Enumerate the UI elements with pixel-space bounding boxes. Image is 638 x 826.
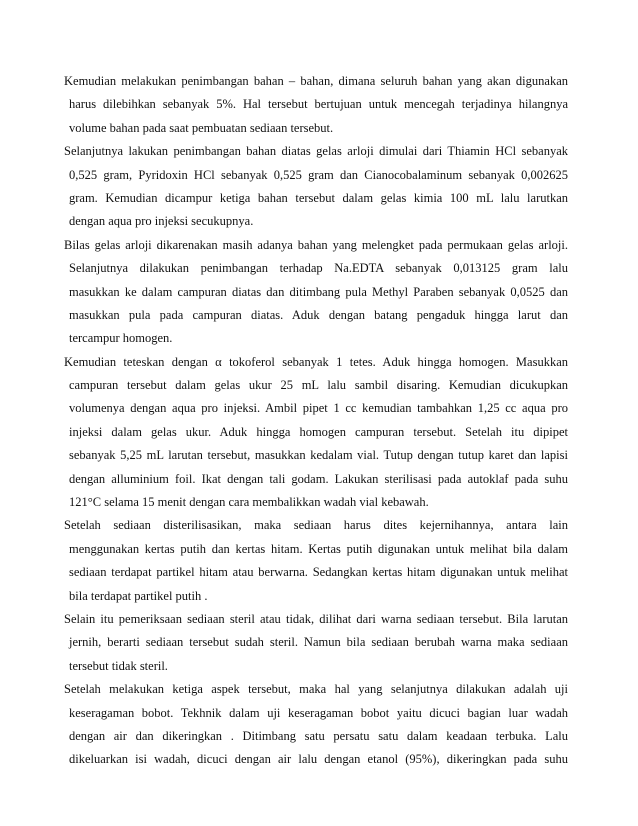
text-line: dengan alluminium foil. Ikat dengan tali godam. Lakukan sterilisasi pada autoklaf pada suhu bbox=[69, 471, 568, 486]
text-line: Setelah melakukan ketiga aspek tersebut, maka hal yang selanjutnya dilakukan adalah uji bbox=[64, 682, 568, 697]
text-line: harus dilebihkan sebanyak 5%. Hal tersebut bertujuan untuk mencegah terjadinya hilangnya bbox=[69, 97, 568, 112]
text-line: volumenya dengan aqua pro injeksi. Ambil pipet 1 cc kemudian tambahkan 1,25 cc aqua pro bbox=[69, 401, 568, 416]
paragraph-bilas-gelas-arloji bbox=[64, 234, 568, 351]
text-line: sediaan terdapat partikel hitam atau berwarna. Sedangkan kertas hitam digunakan untuk melihat bbox=[69, 565, 568, 580]
text-line: Kemudian teteskan dengan α tokoferol sebanyak 1 tetes. Aduk hingga homogen. Masukkan bbox=[64, 354, 568, 369]
paragraph-penimbangan-bahan bbox=[64, 70, 568, 140]
paragraph-pemeriksaan-steril bbox=[64, 608, 568, 678]
text-line: Kemudian melakukan penimbangan bahan – bahan, dimana seluruh bahan yang akan digunakan bbox=[64, 74, 568, 88]
text-line: Bilas gelas arloji dikarenakan masih adanya bahan yang melengket pada permukaan gelas arloji. bbox=[64, 237, 568, 252]
text-line: sebanyak 5,25 mL larutan tersebut, masukkan kedalam vial. Tutup dengan tutup karet dan lapisi bbox=[69, 448, 568, 463]
document-body bbox=[64, 70, 568, 772]
text-line: dikeluarkan isi wadah, dicuci dengan air lalu dengan etanol (95%), dikeringkan pada suhu bbox=[69, 752, 568, 767]
paragraph-keseragaman-bobot bbox=[64, 678, 568, 772]
text-line: volume bahan pada saat pembuatan sediaan tersebut. bbox=[69, 120, 334, 135]
text-line: jernih, berarti sediaan tersebut sudah steril. Namun bila sediaan berubah warna maka sediaan bbox=[69, 635, 568, 650]
text-line: menggunakan kertas putih dan kertas hitam. Kertas putih digunakan untuk melihat bila dalam bbox=[69, 541, 568, 556]
text-line: 0,525 gram, Pyridoxin HCl sebanyak 0,525 gram dan Cianocobalaminum sebanyak 0,002625 bbox=[69, 167, 568, 182]
text-line: masukkan pula pada campuran diatas. Aduk dengan batang pengaduk hingga larut dan bbox=[69, 307, 568, 322]
text-line: masukkan ke dalam campuran diatas dan ditimbang pula Methyl Paraben sebanyak 0,0525 dan bbox=[69, 284, 568, 299]
text-line: bila terdapat partikel putih . bbox=[69, 588, 208, 603]
paragraph-tokoferol-sterilisasi bbox=[64, 351, 568, 515]
paragraph-penimbangan-vitamin bbox=[64, 140, 568, 234]
text-line: injeksi dalam gelas ukur. Aduk hingga homogen campuran tersebut. Setelah itu dipipet bbox=[69, 424, 568, 439]
text-line: Setelah sediaan disterilisasikan, maka sediaan harus dites kejernihannya, antara lain bbox=[64, 518, 568, 533]
text-line: Selanjutnya lakukan penimbangan bahan diatas gelas arloji dimulai dari Thiamin HCl sebanyak bbox=[64, 144, 568, 159]
text-line: 121°C selama 15 menit dengan cara membalikkan wadah vial kebawah. bbox=[69, 495, 429, 510]
text-line: keseragaman bobot. Tekhnik dalam uji keseragaman bobot yaitu dicuci bagian luar wadah bbox=[69, 705, 568, 720]
text-line: campuran tersebut dalam gelas ukur 25 mL lalu sambil disaring. Kemudian dicukupkan bbox=[69, 378, 568, 393]
text-line: gram. Kemudian dicampur ketiga bahan tersebut dalam gelas kimia 100 mL lalu larutkan bbox=[69, 190, 568, 205]
text-line: tersebut tidak steril. bbox=[69, 658, 168, 673]
text-line: tercampur homogen. bbox=[69, 331, 173, 346]
text-line: Selanjutnya dilakukan penimbangan terhadap Na.EDTA sebanyak 0,013125 gram lalu bbox=[69, 261, 568, 276]
paragraph-uji-kejernihan bbox=[64, 514, 568, 608]
text-line: dengan air dan dikeringkan . Ditimbang satu persatu satu dalam keadaan terbuka. Lalu bbox=[69, 728, 568, 743]
text-line: dengan aqua pro injeksi secukupnya. bbox=[69, 214, 254, 229]
text-line: Selain itu pemeriksaan sediaan steril atau tidak, dilihat dari warna sediaan tersebut. Bila larutan bbox=[64, 611, 568, 626]
